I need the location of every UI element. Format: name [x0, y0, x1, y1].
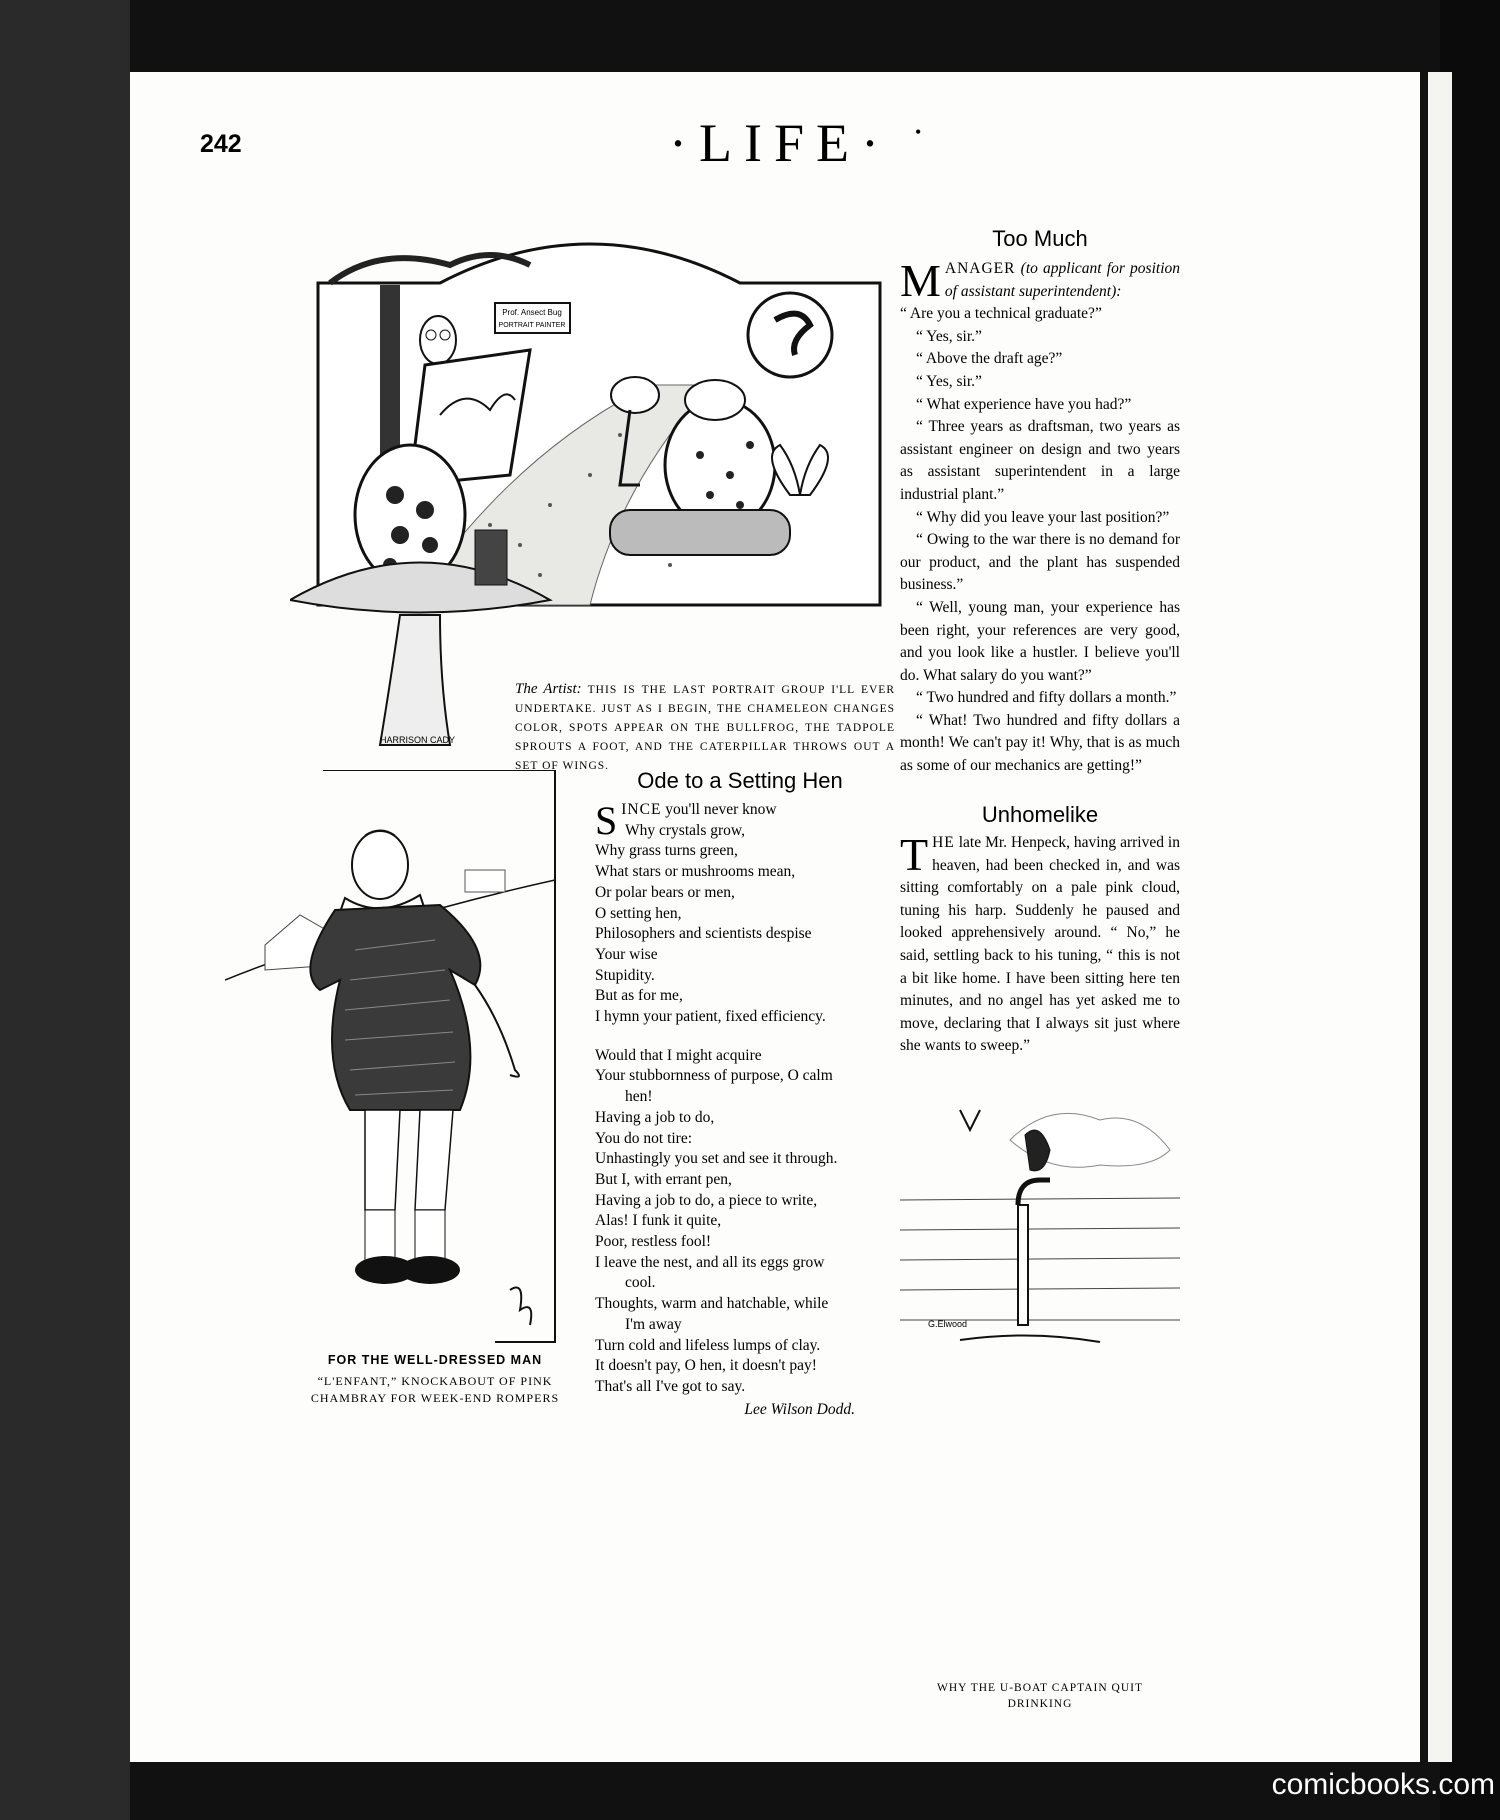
- too-much-drop-cap: M: [900, 255, 941, 306]
- dialogue-line: “ Yes, sir.”: [916, 372, 982, 390]
- poem-line: Having a job to do, a piece to write,: [595, 1191, 818, 1209]
- next-page-edge: [1428, 72, 1452, 1762]
- ode-author: Lee Wilson Dodd.: [744, 1400, 855, 1418]
- poem-line: Poor, restless fool!: [595, 1233, 712, 1251]
- unhomelike-title: Unhomelike: [981, 802, 1099, 827]
- dialogue-line: “ Why did you leave your last position?”: [916, 508, 1170, 526]
- unhomelike-first-word: HE: [932, 834, 955, 851]
- poem-line: Stupidity.: [595, 966, 655, 984]
- poem-line: Philosophers and scientists despise: [595, 925, 812, 943]
- poem-line: What stars or mushrooms mean,: [595, 863, 796, 881]
- too-much-article: [900, 255, 1180, 778]
- sign-line-1: Prof. Ansect Bug: [502, 308, 562, 317]
- poem-line: Unhastingly you set and see it through.: [595, 1150, 838, 1168]
- ode-drop-cap: S: [595, 798, 618, 843]
- ode-first-line: you'll never know: [661, 801, 777, 818]
- artist-cartoon-caption: [515, 680, 895, 776]
- poem-line: cool.: [625, 1274, 656, 1292]
- poem-line: You do not tire:: [595, 1129, 693, 1147]
- poem-line: But as for me,: [595, 987, 683, 1005]
- ode-first-word: INCE: [621, 801, 662, 818]
- stray-dot: •: [915, 122, 922, 142]
- poem-line: O setting hen,: [595, 904, 682, 922]
- uboat-signature: G.Elwood: [928, 1319, 968, 1329]
- unhomelike-drop-cap: T: [900, 829, 929, 880]
- poem-line: Turn cold and lifeless lumps of clay.: [595, 1336, 821, 1354]
- dialogue-line: “ What! Two hundred and fifty dollars a month! We can't pay it! Why, that is as much as some of our mechanics are getting!”: [900, 711, 1180, 775]
- ode-title: Ode to a Setting Hen: [637, 768, 843, 793]
- dialogue-line: “ Above the draft age?”: [916, 350, 1063, 368]
- poem-line: Having a job to do,: [595, 1108, 715, 1126]
- well-dressed-caption: [290, 1352, 580, 1407]
- watermark: comicbooks.com: [1271, 1768, 1495, 1801]
- dialogue-line: “ Owing to the war there is no demand for our product, and the plant has suspended business.”: [900, 531, 1180, 594]
- dialogue-line: “ Two hundred and fifty dollars a month.”: [916, 689, 1177, 707]
- caption-text: THIS IS THE LAST PORTRAIT GROUP I'LL EVER UNDERTAKE. JUST AS I BEGIN, THE CHAMELEON CHANGES COLOR, SPOTS APPEAR ON THE BULLFROG, THE TADPOLE SPROUTS A FOOT, AND THE CATERPILLAR THROWS OUT A SET OF WINGS.: [515, 684, 895, 772]
- masthead-title: ·LIFE·: [669, 113, 891, 173]
- poem-line: hen!: [625, 1088, 653, 1106]
- too-much-title: Too Much: [992, 226, 1088, 251]
- poem-line: That's all I've got to say.: [595, 1377, 746, 1395]
- caption-speaker: The Artist:: [515, 681, 582, 697]
- poem-line: It doesn't pay, O hen, it doesn't pay!: [595, 1357, 817, 1375]
- uboat-illustration: [900, 1080, 1180, 1670]
- poem-line: Why crystals grow,: [625, 821, 745, 839]
- poem-line: I'm away: [625, 1315, 682, 1333]
- dialogue-line: “ Are you a technical graduate?”: [900, 305, 1102, 323]
- poem-line: Why grass turns green,: [595, 842, 738, 860]
- dialogue-line: “ Yes, sir.”: [916, 327, 982, 345]
- artist-cartoon-signature: HARRISON CADY: [380, 735, 456, 745]
- poem-line: I leave the nest, and all its eggs grow: [595, 1253, 825, 1271]
- sign-line-2: PORTRAIT PAINTER: [498, 322, 566, 329]
- poem-line: Would that I might acquire: [595, 1046, 762, 1064]
- page-number: 242: [200, 130, 242, 158]
- ode-poem: [595, 800, 885, 1420]
- poem-line: Your wise: [595, 945, 658, 963]
- poem-line: I hymn your patient, fixed efficiency.: [595, 1008, 826, 1026]
- uboat-caption: WHY THE U-BOAT CAPTAIN QUIT DRINKING: [936, 1682, 1144, 1710]
- dialogue-line: “ What experience have you had?”: [916, 395, 1132, 413]
- poem-line: Alas! I funk it quite,: [595, 1212, 722, 1230]
- poem-line: Your stubbornness of purpose, O calm: [595, 1067, 833, 1085]
- well-dressed-caption-text: “L'ENFANT,” KNOCKABOUT OF PINK CHAMBRAY FOR WEEK-END ROMPERS: [310, 1374, 560, 1405]
- poem-line: Or polar bears or men,: [595, 883, 735, 901]
- dialogue-line: “ Well, young man, your experience has been right, your references are very good, and you look like a hustler. I believe you'll do. What salary do you want?”: [900, 598, 1180, 684]
- dialogue-line: “ Three years as draftsman, two years as assistant engineer on design and two years as assistant superintendent in a large industrial plant.”: [900, 418, 1180, 503]
- too-much-intro-word: ANAGER: [944, 260, 1016, 277]
- poem-line: Thoughts, warm and hatchable, while: [595, 1295, 829, 1313]
- poem-line: But I, with errant pen,: [595, 1170, 732, 1188]
- well-dressed-heading: FOR THE WELL-DRESSED MAN: [327, 1353, 543, 1367]
- unhomelike-text: late Mr. Henpeck, having arrived in heaven, had been checked in, and was sitting comfortably on a pale pink cloud, tuning his harp. Suddenly he paused and looked apprehensively around. “ No,” he said, settling back to his tuning, “ this is not a bit like home. I have been sitting here ten minutes, and no angel has yet asked me to move, declaring that I always sit just where she wants to sweep.”: [900, 834, 1180, 1055]
- too-much-stage-direction: (to applicant for position of assistant superintendent):: [944, 260, 1180, 300]
- unhomelike-article: [900, 829, 1180, 1058]
- scan-margin-left: [0, 0, 130, 1820]
- well-dressed-man-illustration: [225, 770, 560, 1345]
